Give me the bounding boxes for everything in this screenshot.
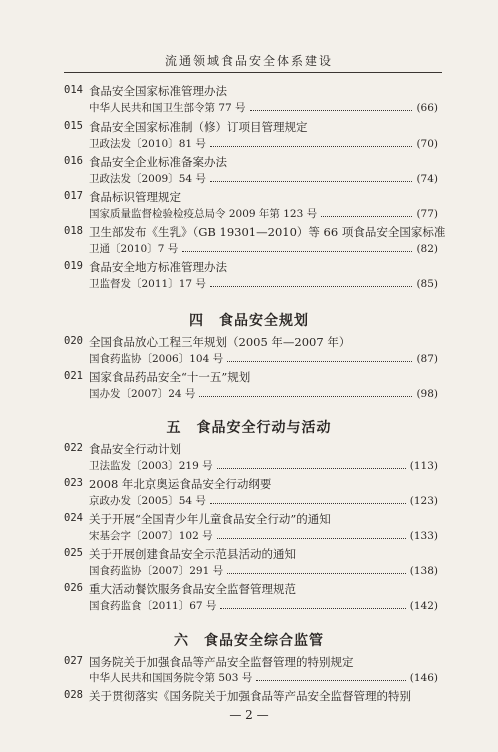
entry-reference <box>89 563 438 578</box>
entry-number: 024 <box>64 512 83 524</box>
section-heading: 六 食品安全综合监管 <box>174 633 324 649</box>
leader-dots <box>210 138 413 147</box>
entry-reference <box>89 171 438 186</box>
entry-title: 食品安全国家标准管理办法 <box>89 84 227 98</box>
entry-reference <box>89 386 438 401</box>
running-header: 流通领域食品安全体系建设 <box>164 54 333 68</box>
entry-reference <box>89 598 438 613</box>
entry-number: 023 <box>64 477 83 489</box>
leader-dots <box>321 208 412 217</box>
entry-title: 食品安全地方标准管理办法 <box>89 260 227 274</box>
entry-page: (87) <box>416 353 438 365</box>
entry-page: (146) <box>409 672 438 684</box>
entry-reference <box>89 241 438 256</box>
entry-number: 014 <box>64 84 83 96</box>
page-number: — 2 — <box>229 708 269 722</box>
entry-reference <box>89 458 438 473</box>
entry-doc-number: 国办发〔2007〕24 号 <box>89 388 196 400</box>
entry-page: (66) <box>416 102 438 114</box>
entry-number: 028 <box>64 689 83 701</box>
entry-title: 2008 年北京奥运食品安全行动纲要 <box>89 477 272 491</box>
entry-reference <box>89 670 438 685</box>
entry-title: 食品安全国家标准制（修）订项目管理规定 <box>89 120 308 134</box>
entry-number: 027 <box>64 655 83 667</box>
entry-page: (113) <box>409 460 438 472</box>
entry-number: 025 <box>64 547 83 559</box>
entry-title: 食品安全行动计划 <box>89 442 181 456</box>
leader-dots <box>227 565 406 574</box>
entry-page: (98) <box>416 388 438 400</box>
section-heading: 四 食品安全规划 <box>189 313 309 329</box>
entry-page: (123) <box>409 495 438 507</box>
entry-number: 016 <box>64 155 83 167</box>
entry-number: 019 <box>64 260 83 272</box>
entry-doc-number: 京政办发〔2005〕54 号 <box>89 495 206 507</box>
entry-page: (133) <box>409 530 438 542</box>
entry-reference <box>89 136 438 151</box>
entry-doc-number: 国家质量监督检验检疫总局令 2009 年第 123 号 <box>89 208 318 220</box>
leader-dots <box>250 102 413 111</box>
leader-dots <box>210 495 406 504</box>
entry-title: 全国食品放心工程三年规划（2005 年—2007 年） <box>89 335 351 349</box>
entry-page: (82) <box>416 243 438 255</box>
entry-number: 015 <box>64 120 83 132</box>
entry-doc-number: 卫政法发〔2010〕81 号 <box>89 138 206 150</box>
entry-doc-number: 宋基会字〔2007〕102 号 <box>89 530 213 542</box>
entry-title: 食品安全企业标准备案办法 <box>89 155 227 169</box>
entry-page: (74) <box>416 173 438 185</box>
entry-title: 重大活动餐饮服务食品安全监督管理规范 <box>89 582 296 596</box>
leader-dots <box>227 353 412 362</box>
entry-number: 017 <box>64 190 83 202</box>
entry-doc-number: 卫政法发〔2009〕54 号 <box>89 173 206 185</box>
entry-number: 026 <box>64 582 83 594</box>
entry-reference <box>89 493 438 508</box>
entry-reference <box>89 100 438 115</box>
entry-doc-number: 卫监督发〔2011〕17 号 <box>89 278 206 290</box>
entry-doc-number: 中华人民共和国国务院令第 503 号 <box>89 672 253 684</box>
header-rule <box>64 72 442 73</box>
entry-number: 022 <box>64 442 83 454</box>
entry-page: (77) <box>416 208 438 220</box>
entry-doc-number: 卫通〔2010〕7 号 <box>89 243 179 255</box>
entry-reference <box>89 351 438 366</box>
entry-doc-number: 国食药监协〔2007〕291 号 <box>89 565 224 577</box>
entry-title: 关于贯彻落实《国务院关于加强食品等产品安全监督管理的特别 <box>89 689 411 703</box>
entry-reference <box>89 206 438 221</box>
entry-doc-number: 中华人民共和国卫生部令第 77 号 <box>89 102 246 114</box>
leader-dots <box>256 672 406 681</box>
entry-reference <box>89 528 438 543</box>
section-heading: 五 食品安全行动与活动 <box>166 420 332 436</box>
entry-title: 关于开展“全国青少年儿童食品安全行动”的通知 <box>89 512 331 526</box>
leader-dots <box>217 530 406 539</box>
entry-number: 020 <box>64 335 83 347</box>
leader-dots <box>199 388 412 397</box>
entry-title: 关于开展创建食品安全示范县活动的通知 <box>89 547 296 561</box>
entry-page: (142) <box>409 600 438 612</box>
entry-doc-number: 国食药监协〔2006〕104 号 <box>89 353 224 365</box>
entry-page: (70) <box>416 138 438 150</box>
entry-title: 食品标识管理规定 <box>89 190 181 204</box>
entry-title: 卫生部发布《生乳》（GB 19301—2010）等 66 项食品安全国家标准 <box>89 225 446 239</box>
leader-dots <box>182 243 412 252</box>
leader-dots <box>210 278 413 287</box>
entry-reference <box>89 276 438 291</box>
entry-page: (138) <box>409 565 438 577</box>
entry-number: 021 <box>64 370 83 382</box>
leader-dots <box>217 460 406 469</box>
entry-title: 国家食品药品安全“十一五”规划 <box>89 370 251 384</box>
leader-dots <box>220 600 405 609</box>
leader-dots <box>210 173 413 182</box>
entry-number: 018 <box>64 225 83 237</box>
entry-doc-number: 国食药监食〔2011〕67 号 <box>89 600 217 612</box>
entry-page: (85) <box>416 278 438 290</box>
entry-doc-number: 卫法监发〔2003〕219 号 <box>89 460 213 472</box>
entry-title: 国务院关于加强食品等产品安全监督管理的特别规定 <box>89 655 354 669</box>
